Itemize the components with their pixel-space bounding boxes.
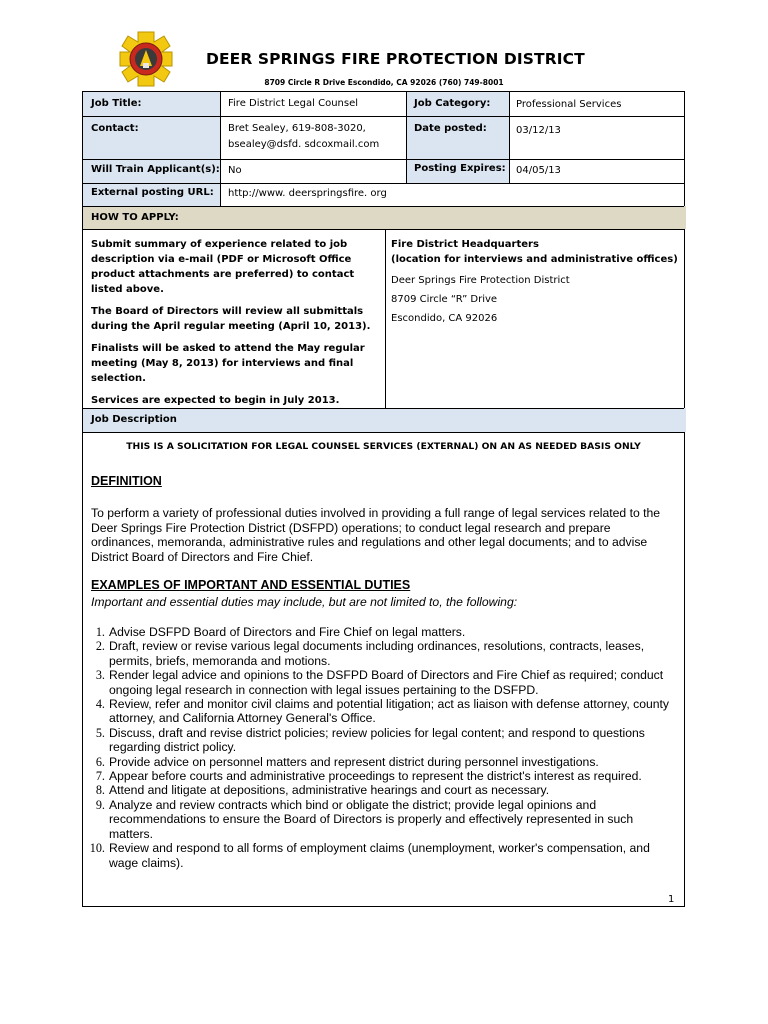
apply-paragraph: The Board of Directors will review all submittals during the April regular meeting (April 10, 2013).	[91, 306, 371, 332]
definition-text: To perform a variety of professional duties involved in providing a full range of legal services related to the Deer Springs Fire Protection District (DSFPD) operations; to conduct legal research and prepare ordinances, memoranda, administrative rules and regulations and other legal documents; and to advise District Board of Directors and Fire Chief.	[91, 506, 661, 564]
posting-expires-label: Posting Expires:	[414, 163, 506, 174]
contact-value-line2: bsealey@dsfd. sdcoxmail.com	[228, 139, 380, 150]
duty-item: 8. Attend and litigate at depositions, administrative hearings and court as necessary.	[108, 783, 673, 797]
duty-item: 4. Review, refer and monitor civil claims and potential litigation; act as liaison with defense attorney, county attorney, and California Attorney General's Office.	[108, 697, 673, 726]
duty-item: 10. Review and respond to all forms of employment claims (unemployment, worker's compensation, and wage claims).	[108, 841, 673, 870]
hq-city: Escondido, CA 92026	[391, 313, 498, 324]
external-url-label: External posting URL:	[91, 187, 214, 198]
contact-label: Contact:	[91, 123, 139, 134]
definition-heading: DEFINITION	[91, 474, 162, 488]
job-posting-form	[82, 91, 685, 907]
will-train-value: No	[228, 165, 242, 176]
job-title-label: Job Title:	[91, 98, 142, 109]
hq-title: Fire District Headquarters	[391, 239, 539, 250]
page-number: 1	[668, 894, 675, 905]
duty-item: 6. Provide advice on personnel matters and represent district during personnel investigations.	[108, 755, 673, 769]
duties-intro: Important and essential duties may include, but are not limited to, the following:	[91, 595, 518, 609]
duty-item: 9. Analyze and review contracts which bind or obligate the district; provide legal opinions and recommendations to ensure the Board of Directors is properly and effectively represented in such matters.	[108, 798, 673, 841]
duty-item: 5. Discuss, draft and revise district policies; review policies for legal content; and respond to questions regarding district policy.	[108, 726, 673, 755]
hq-subtitle: (location for interviews and administrative offices)	[391, 254, 678, 265]
hq-name: Deer Springs Fire Protection District	[391, 275, 570, 286]
duty-item: 3. Render legal advice and opinions to the DSFPD Board of Directors and Fire Chief as required; conduct ongoing legal research in connection with legal issues pertaining to the DSFPD.	[108, 668, 673, 697]
job-category-label: Job Category:	[414, 98, 491, 109]
job-title-value: Fire District Legal Counsel	[228, 98, 359, 109]
contact-value-line1: Bret Sealey, 619-808-3020,	[228, 123, 366, 134]
external-url-link[interactable]: http://www. deerspringsfire. org	[228, 188, 387, 199]
duty-item: 7. Appear before courts and administrative proceedings to represent the district's interest as required.	[108, 769, 673, 783]
job-category-value: Professional Services	[516, 99, 622, 110]
duties-list	[83, 625, 673, 870]
solicitation-notice: THIS IS A SOLICITATION FOR LEGAL COUNSEL SERVICES (EXTERNAL) ON AN AS NEEDED BASIS ONLY	[126, 441, 641, 452]
apply-paragraph: Finalists will be asked to attend the May regular meeting (May 8, 2013) for interviews and final selection.	[91, 343, 365, 384]
apply-paragraph: Services are expected to begin in July 2013.	[91, 395, 340, 406]
job-description-heading: Job Description	[91, 414, 177, 425]
hq-street: 8709 Circle “R” Drive	[391, 294, 498, 305]
date-posted-value: 03/12/13	[516, 125, 561, 136]
how-to-apply-heading: HOW TO APPLY:	[91, 212, 179, 223]
how-to-apply-instructions	[91, 237, 376, 415]
duties-heading: EXAMPLES OF IMPORTANT AND ESSENTIAL DUTIES	[91, 578, 411, 592]
apply-paragraph: Submit summary of experience related to job description via e-mail (PDF or Microsoft Office product attachments are preferred) to contact listed above.	[91, 239, 355, 295]
organization-address: 8709 Circle R Drive Escondido, CA 92026 (760) 749-8001	[264, 78, 504, 87]
posting-expires-value: 04/05/13	[516, 165, 561, 176]
will-train-label: Will Train Applicant(s):	[91, 164, 220, 175]
headquarters-block	[391, 237, 681, 326]
duty-item: 1. Advise DSFPD Board of Directors and Fire Chief on legal matters.	[108, 625, 673, 639]
organization-title: DEER SPRINGS FIRE PROTECTION DISTRICT	[206, 50, 585, 68]
date-posted-label: Date posted:	[414, 123, 487, 134]
duty-item: 2. Draft, review or revise various legal documents including ordinances, resolutions, contracts, leases, permits, briefs, memoranda and motions.	[108, 639, 673, 668]
